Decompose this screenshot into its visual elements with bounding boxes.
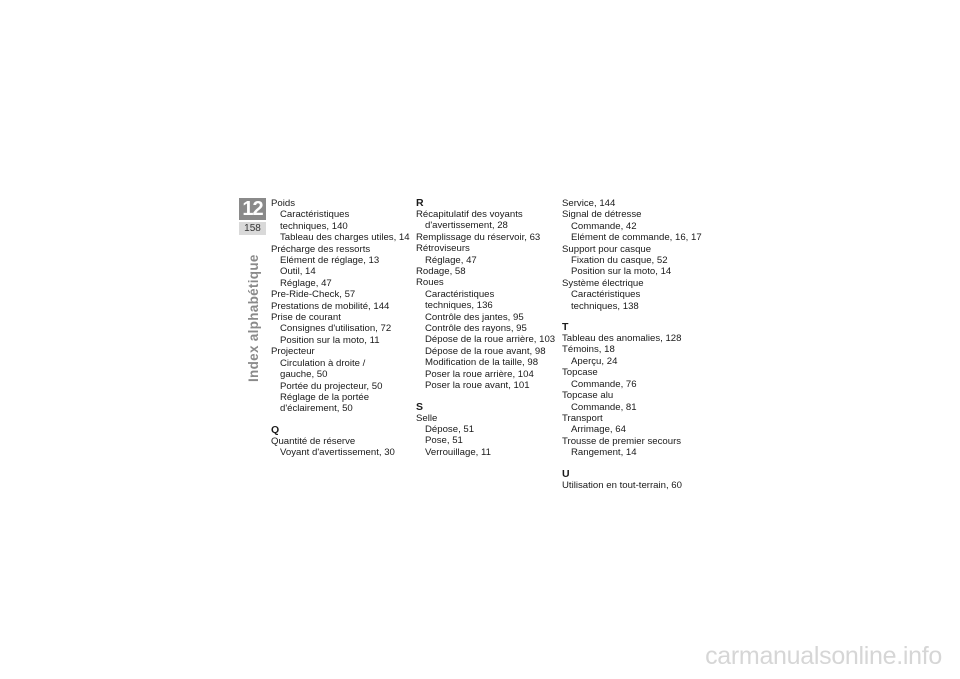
index-subentry: Elément de réglage, 13 (280, 255, 380, 267)
index-subentry: Rangement, 14 (571, 447, 637, 459)
index-subentry: techniques, 136 (425, 300, 493, 312)
index-letter: S (416, 400, 424, 413)
index-column-1 (271, 198, 416, 459)
index-subentry: Caractéristiques (425, 288, 495, 300)
index-subentry: Consignes d'utilisation, 72 (280, 323, 392, 335)
index-subentry: techniques, 138 (571, 300, 639, 312)
section-title: Index alphabétique (246, 254, 261, 382)
index-entry: Récapitulatif des voyants (416, 209, 523, 220)
index-entry: Rodage, 58 (416, 266, 466, 278)
index-subentry: d'éclairement, 50 (280, 403, 353, 415)
index-entry: Projecteur (271, 346, 315, 358)
index-entry: Roues (416, 277, 444, 289)
index-subentry: Pose, 51 (425, 435, 463, 447)
index-subentry: Verrouillage, 11 (425, 446, 491, 458)
index-subentry: Réglage de la portée (280, 391, 370, 403)
index-subentry: techniques, 140 (280, 220, 348, 232)
index-entry: Précharge des ressorts (271, 243, 371, 255)
index-entry: Quantité de réserve (271, 435, 356, 447)
index-entry: Prestations de mobilité, 144 (271, 300, 390, 312)
index-entry: Topcase alu (562, 390, 614, 402)
index-subentry: Dépose, 51 (425, 423, 475, 435)
index-entry: Tableau des anomalies, 128 (562, 333, 682, 345)
index-subentry: Voyant d'avertissement, 30 (280, 447, 395, 459)
index-subentry: Position sur la moto, 11 (280, 334, 380, 346)
index-subentry: Caractéristiques (571, 289, 641, 301)
chapter-tab (239, 198, 266, 238)
index-column-3 (562, 198, 712, 491)
index-subentry: Contrôle des rayons, 95 (425, 323, 527, 335)
index-entry: Service, 144 (562, 198, 616, 209)
index-entry: Rétroviseurs (416, 243, 470, 255)
index-entry: Topcase (562, 367, 598, 379)
index-subentry: Tableau des charges utiles, 14 (280, 232, 410, 244)
index-subentry: Elément de commande, 16, 17 (571, 232, 702, 244)
index-letter: T (562, 321, 569, 334)
index-subentry: d'avertissement, 28 (425, 220, 508, 232)
index-column-2 (416, 198, 561, 458)
index-subentry: Dépose de la roue arrière, 103 (425, 334, 556, 346)
index-subentry: Caractéristiques (280, 209, 350, 221)
index-letter: U (562, 467, 570, 480)
index-entry: Utilisation en tout-terrain, 60 (562, 479, 682, 491)
chapter-number: 12 (239, 198, 266, 220)
index-entry: Trousse de premier secours (562, 435, 682, 447)
index-subentry: Poser la roue avant, 101 (425, 380, 530, 392)
index-subentry: Arrimage, 64 (571, 424, 626, 436)
index-subentry: Fixation du casque, 52 (571, 255, 668, 267)
index-subentry: Commande, 42 (571, 220, 637, 232)
index-entry: Pre-Ride-Check, 57 (271, 289, 356, 301)
index-subentry: Outil, 14 (280, 266, 316, 278)
index-letter: Q (271, 423, 280, 436)
index-letter: R (416, 197, 424, 209)
index-subentry: gauche, 50 (280, 369, 328, 381)
index-entry: Remplissage du réservoir, 63 (416, 231, 541, 243)
index-subentry: Dépose de la roue avant, 98 (425, 345, 546, 357)
index-subentry: Portée du projecteur, 50 (280, 380, 383, 392)
index-subentry: Contrôle des jantes, 95 (425, 311, 524, 323)
index-entry: Selle (416, 412, 438, 424)
index-subentry: Réglage, 47 (425, 254, 477, 266)
index-entry: Système électrique (562, 277, 644, 289)
index-entry: Signal de détresse (562, 209, 642, 221)
index-entry: Support pour casque (562, 243, 652, 255)
index-subentry: Circulation à droite / (280, 357, 366, 369)
index-entry: Prise de courant (271, 312, 341, 324)
index-entry: Transport (562, 412, 603, 424)
index-subentry: Position sur la moto, 14 (571, 266, 672, 278)
page-number: 158 (239, 222, 266, 235)
index-subentry: Commande, 81 (571, 401, 637, 413)
index-entry: Témoins, 18 (562, 344, 615, 356)
index-subentry: Modification de la taille, 98 (425, 357, 539, 369)
index-entry: Poids (271, 198, 295, 209)
index-subentry: Poser la roue arrière, 104 (425, 368, 534, 380)
watermark: carmanualsonline.info (705, 642, 942, 670)
index-subentry: Aperçu, 24 (571, 355, 618, 367)
index-subentry: Commande, 76 (571, 378, 637, 390)
index-subentry: Réglage, 47 (280, 277, 332, 289)
